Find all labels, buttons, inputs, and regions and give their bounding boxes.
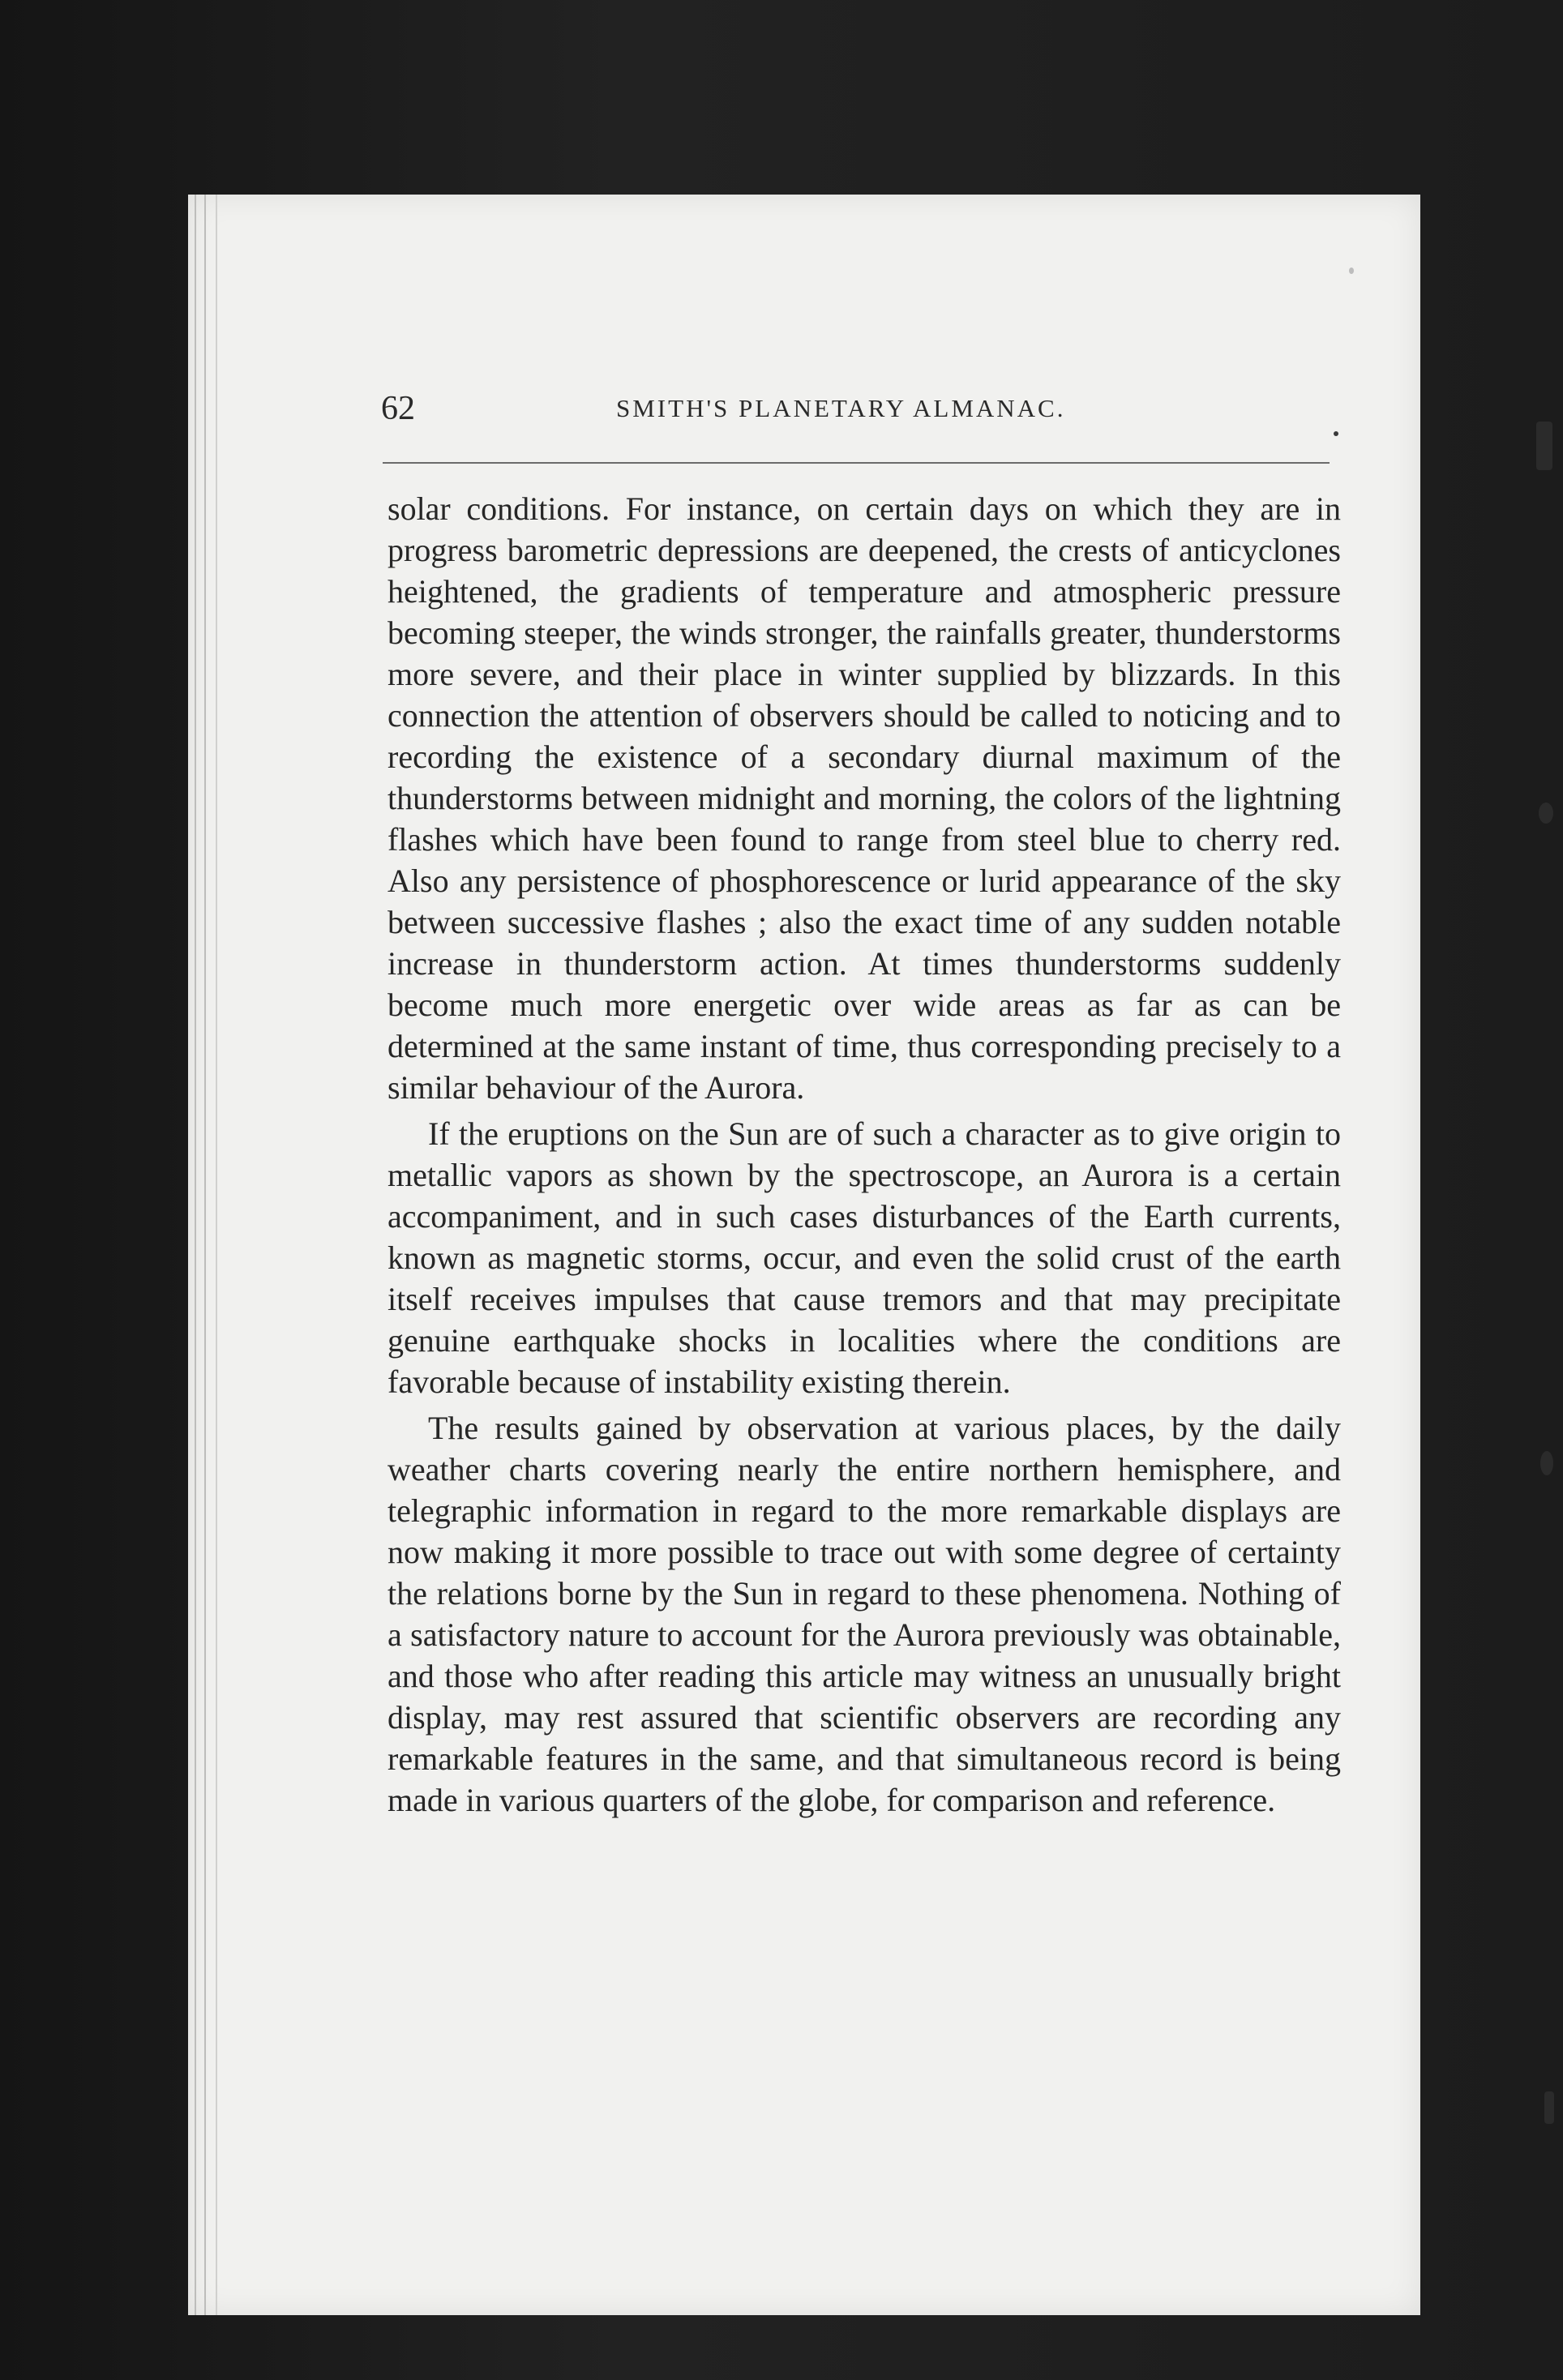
paragraph: solar conditions. For instance, on certain days on which they are in progress barometric depressions are deepened, the crests of anticyclones heightened, the gradients of temperature and atmospheric pressure becoming steeper, the winds stronger, the rainfalls greater, thunderstorms more severe, and their place in winter supplied by blizzards. In this connection the attention of observers should be called to noticing and to recording the existence of a secondary diurnal maximum of the thunderstorms between midnight and morning, the colors of the lightning flashes which have been found to range from steel blue to cherry red. Also any persistence of phosphorescence or lurid appearance of the sky between successive flashes ; also the exact time of any sudden notable increase in thunderstorm action. At times thunderstorms suddenly become much more energetic over wide areas as far as can be determined at the same instant of time, thus corresponding precisely to a similar behaviour of the Aurora.: [388, 490, 1341, 1106]
paragraph: The results gained by observation at various places, by the daily weather charts covering nearly the entire northern hemisphere, and telegraphic information in regard to the more remarkable displays are now making it more possible to trace out with some degree of certainty the relations borne by the Sun in regard to these phenomena. Nothing of a satisfactory nature to account for the Aurora previously was obtainable, and those who after reading this article may witness an unusually bright display, may rest assured that scientific observers are recording any remarkable features in the same, and that simultaneous record is being made in various quarters of the globe, for comparison and reference.: [388, 1410, 1341, 1818]
header-rule: [383, 462, 1330, 464]
running-title: SMITH'S PLANETARY ALMANAC.: [616, 394, 1066, 422]
film-speck: [1539, 803, 1553, 824]
film-speck: [1334, 431, 1338, 436]
paragraph: If the eruptions on the Sun are of such a character as to give origin to metallic vapors as shown by the spectroscope, an Aurora is a certain accompaniment, and in such cases disturbances of the Earth currents, known as magnetic storms, occur, and even the solid crust of the earth itself receives impulses that cause tremors and that may precipitate genuine earthquake shocks in localities where the conditions are favorable because of instability existing therein.: [388, 1115, 1341, 1400]
film-speck: [1540, 1451, 1553, 1475]
binding-edge-line: [216, 195, 217, 2315]
binding-edge-line: [195, 195, 196, 2315]
film-speck: [1536, 422, 1552, 470]
binding-edge-line: [204, 195, 206, 2315]
page-body: [388, 488, 1341, 1821]
page-header: [381, 389, 1362, 438]
page-number: 62: [381, 390, 415, 427]
film-speck: [1349, 268, 1354, 274]
film-speck: [1544, 2091, 1554, 2124]
book-page: [188, 195, 1420, 2315]
